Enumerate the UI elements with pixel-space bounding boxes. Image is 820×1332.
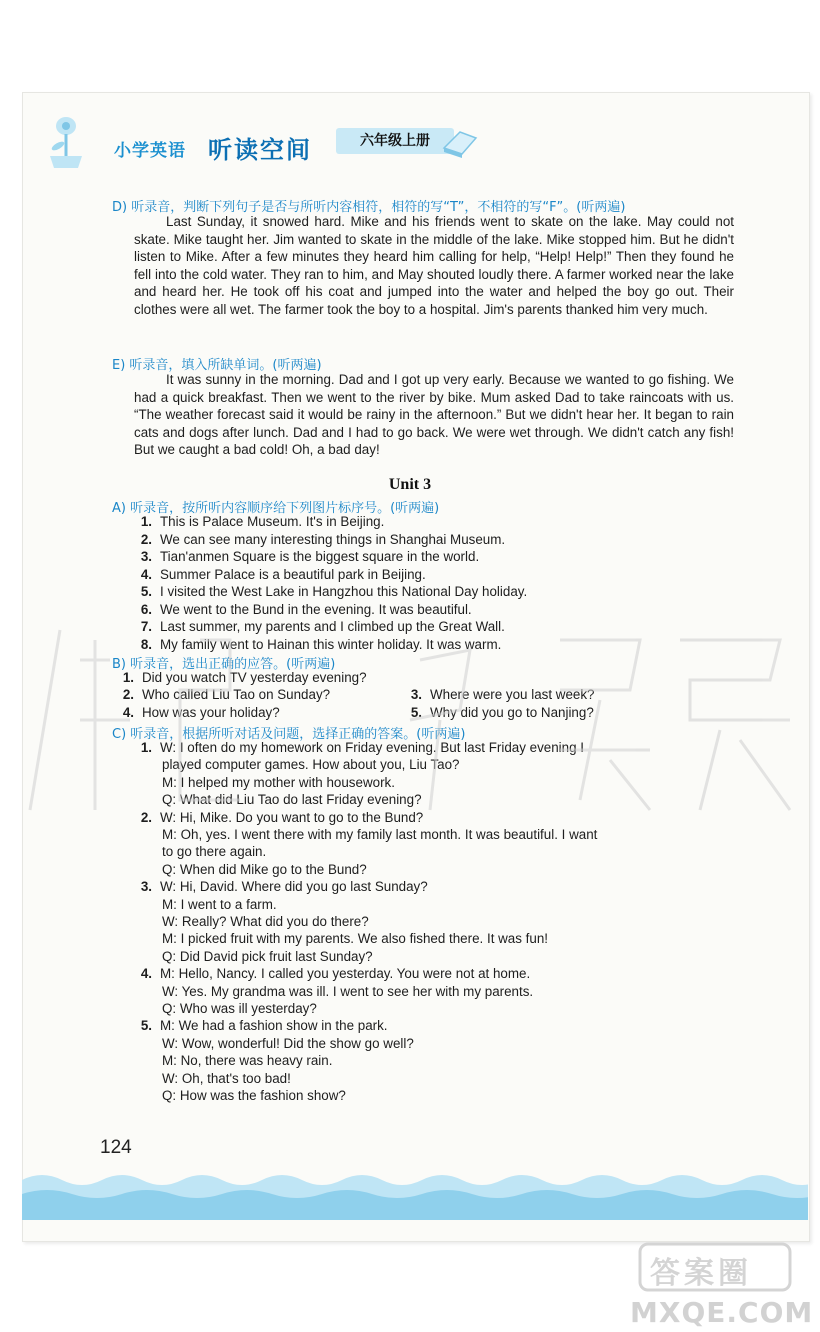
dialogue-text: Q: When did Mike go to the Bund? <box>162 861 367 877</box>
book-icon <box>440 120 480 160</box>
section-c-heading: C) 听录音，根据所听对话及问题，选择正确的答案。(听两遍) <box>112 727 466 742</box>
dialogue-text: Q: What did Liu Tao do last Friday evening? <box>162 792 422 808</box>
list-item: 3. Where were you last week? <box>410 687 595 702</box>
site-url-watermark: MXQE.COM <box>630 1296 814 1329</box>
dialogue-line <box>162 984 533 999</box>
dialogue-text: W: Hi, Mike. Do you want to go to the Bund? <box>160 809 424 825</box>
dialogue-line <box>162 844 266 859</box>
dialogue-text: Q: Did David pick fruit last Sunday? <box>162 948 373 964</box>
dialogue-line <box>162 914 369 929</box>
section-b-heading: B) 听录音，选出正确的应答。(听两遍) <box>112 657 336 672</box>
list-item <box>138 514 384 529</box>
section-d-heading: D) 听录音，判断下列句子是否与所听内容相符，相符的写“T”，不相符的写“F”。(听两遍) <box>112 200 626 215</box>
unit-title: Unit 3 <box>388 476 432 493</box>
dialogue-text: M: I helped my mother with housework. <box>162 774 395 790</box>
dialogue-text: W: Yes. My grandma was ill. I went to see her with my parents. <box>162 983 534 999</box>
section-e-passage: It was sunny in the morning. Dad and I got up very early. Because we wanted to go fishing. We had a quick breakfast. Then we went to the river by bike. Mum asked Dad to take raincoats with us. “The weather forecast said it would be rainy in the afternoon.” But we didn't hear her. It began to rain cats and dogs after lunch. Dad and I had to go back. We were wet through. We didn't catch any fish! But we caught a bad cold! Oh, a bad day! <box>134 372 734 457</box>
list-item <box>138 567 426 582</box>
dialogue-text: W: Wow, wonderful! Did the show go well? <box>162 1035 414 1051</box>
item-text: Summer Palace is a beautiful park in Beijing. <box>160 566 426 582</box>
item-text: Tian'anmen Square is the biggest square in the world. <box>160 549 480 564</box>
dialogue-line <box>162 931 548 946</box>
item-number: 4. <box>140 966 152 982</box>
dialogue-line <box>162 1001 317 1016</box>
section-a-heading: A) 听录音，按所听内容顺序给下列图片标序号。(听两遍) <box>112 501 440 516</box>
section-e-heading: E) 听录音，填入所缺单词。(听两遍) <box>112 358 322 373</box>
list-item: 2. Who called Liu Tao on Sunday? <box>122 687 331 702</box>
item-number: 7. <box>140 619 152 634</box>
item-number: 1. <box>140 740 152 755</box>
item-text: We went to the Bund in the evening. It was beautiful. <box>160 601 472 617</box>
dialogue-text: M: Hello, Nancy. I called you yesterday. You were not at home. <box>160 966 531 982</box>
item-number: 4. <box>140 566 152 582</box>
dialogue-line <box>138 966 530 981</box>
dialogue-text: Q: Who was ill yesterday? <box>162 1001 317 1016</box>
dialogue-line <box>138 1018 388 1033</box>
item-text: Last summer, my parents and I climbed up the Great Wall. <box>160 619 505 634</box>
brand-title: 听读空间 <box>208 136 312 164</box>
item-number: 5. <box>140 1018 152 1034</box>
dialogue-line <box>162 1036 414 1051</box>
dialogue-line <box>162 949 373 964</box>
item-number: 3. <box>140 879 152 895</box>
item-number: 2. <box>140 531 152 547</box>
item-number: 5. <box>140 584 152 599</box>
item-number: 6. <box>140 601 152 617</box>
dialogue-text: played computer games. How about you, Liu Tao? <box>162 757 460 773</box>
list-item: 4. How was your holiday? <box>122 705 280 720</box>
dialogue-line <box>162 897 277 912</box>
dialogue-line <box>162 862 367 877</box>
wave-footer-decoration <box>22 1150 808 1220</box>
dialogue-text: W: Oh, that's too bad! <box>162 1070 291 1086</box>
dialogue-text: to go there again. <box>162 844 267 860</box>
section-d-passage: Last Sunday, it snowed hard. Mike and his friends went to skate on the lake. May could not skate. Mike taught her. Jim wanted to skate in the middle of the lake. Mike stopped him. But he didn't listen to Mike. After a few minutes they heard him calling for help, “Help! Help!” Then they found he fell into the cold water. They ran to him, and May shouted loudly there. A farmer worked near the lake and heard her. He took off his coat and jumped into the water and helped the boy go out. Their clothes were all wet. The farmer took the boy to a hospital. Jim's parents thanked him very much. <box>134 214 734 317</box>
watermark-calligraphy <box>0 600 820 840</box>
site-logo-text: 答案圈 <box>650 1256 752 1291</box>
dialogue-line <box>162 1088 346 1103</box>
item-number: 8. <box>140 636 152 652</box>
series-title: 小学英语 <box>114 141 186 161</box>
dialogue-text: M: I picked fruit with my parents. We also fished there. It was fun! <box>162 931 549 947</box>
page-number: 124 <box>100 1137 132 1158</box>
item-number: 2. <box>140 809 152 825</box>
list-item <box>138 532 505 547</box>
list-item <box>138 584 527 599</box>
item-number: 3. <box>140 549 152 564</box>
dialogue-line <box>138 879 428 894</box>
list-item: 5. Why did you go to Nanjing? <box>410 705 594 720</box>
item-text: This is Palace Museum. It's in Beijing. <box>160 514 385 529</box>
dialogue-text: M: No, there was heavy rain. <box>162 1053 333 1069</box>
item-number: 1. <box>140 514 152 529</box>
list-item <box>138 549 479 564</box>
dialogue-text: M: Oh, yes. I went there with my family last month. It was beautiful. I want <box>162 827 598 842</box>
flower-logo-icon <box>42 112 90 168</box>
item-text: My family went to Hainan this winter holiday. It was warm. <box>160 636 502 652</box>
dialogue-text: M: I went to a farm. <box>162 896 277 912</box>
dialogue-text: Q: How was the fashion show? <box>162 1088 346 1103</box>
dialogue-text: W: Really? What did you do there? <box>162 914 369 929</box>
item-text: I visited the West Lake in Hangzhou this National Day holiday. <box>160 584 528 599</box>
dialogue-line <box>162 1071 291 1086</box>
item-text: We can see many interesting things in Shanghai Museum. <box>160 531 506 547</box>
dialogue-line <box>162 1053 332 1068</box>
dialogue-text: W: Hi, David. Where did you go last Sunday? <box>160 879 428 895</box>
list-item: 1. Did you watch TV yesterday evening? <box>122 670 367 685</box>
dialogue-text: M: We had a fashion show in the park. <box>160 1018 388 1034</box>
dialogue-text: W: I often do my homework on Friday evening. But last Friday evening I <box>160 740 584 755</box>
grade-badge: 六年级上册 <box>336 128 454 154</box>
